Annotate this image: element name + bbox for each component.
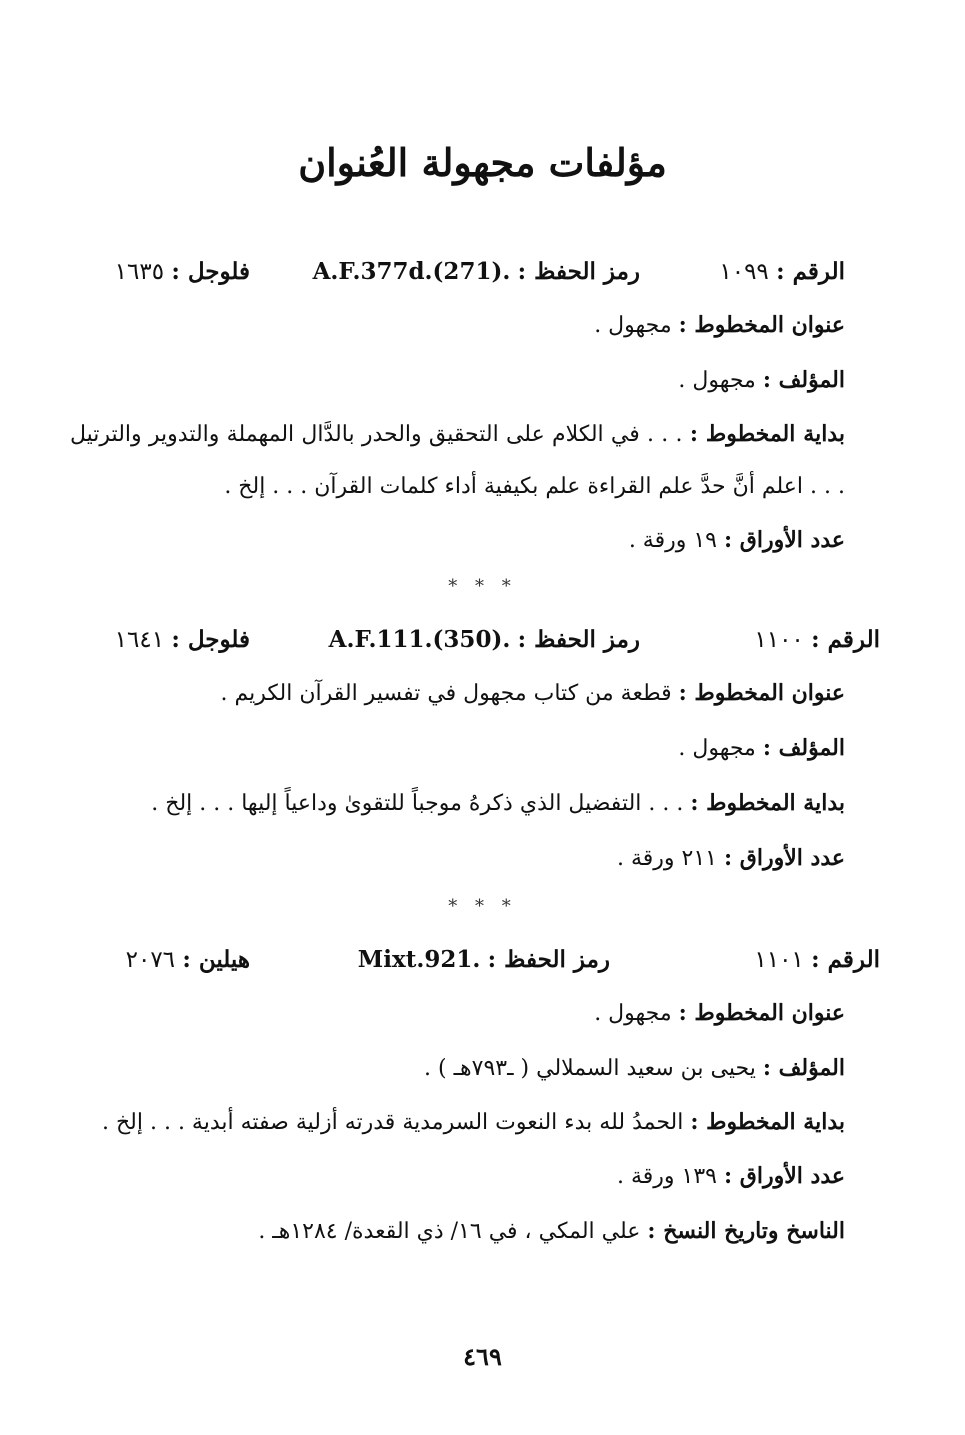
shelfmark: رمز الحفظ : A.F.111.(350).	[328, 626, 640, 653]
entry-separator: * * *	[448, 576, 517, 597]
page-title: مؤلفات مجهولة العُنوان	[298, 140, 667, 185]
shelfmark: رمز الحفظ : Mixt.921.	[357, 946, 610, 973]
page-number: ٤٦٩	[463, 1342, 502, 1371]
shelfmark: رمز الحفظ : A.F.377d.(271).	[312, 258, 640, 285]
copyist-line: الناسخ وتاريخ النسخ : علي المكي ، في ١٦/ ذي القعدة/ ١٢٨٤هـ .	[258, 1218, 845, 1244]
leaves-count-line: عدد الأوراق : ١٣٩ ورقة .	[617, 1163, 845, 1189]
author-line: المؤلف : يحيى بن سعيد السملالي ( ـ٧٩٣هـ ) .	[424, 1055, 845, 1081]
manuscript-title-line: عنوان المخطوط : مجهول .	[594, 1000, 845, 1026]
catalog-reference: فلوجل : ١٦٤١	[114, 626, 250, 653]
leaves-count-line: عدد الأوراق : ٢١١ ورقة .	[617, 845, 845, 871]
author-line: المؤلف : مجهول .	[678, 735, 845, 761]
manuscript-entry	[70, 258, 880, 568]
manuscript-entry	[70, 626, 880, 886]
entry-header	[70, 258, 880, 298]
entry-header	[70, 946, 880, 986]
entry-number: الرقم : ١٠٩٩	[719, 258, 845, 285]
catalog-reference: هيلين : ٢٠٧٦	[125, 946, 250, 973]
author-line: المؤلف : مجهول .	[678, 367, 845, 393]
incipit-paragraph: بداية المخطوط : الحمدُ لله بدء النعوت السرمدية قدرته أزلية صفته أبدية . . . إلخ .	[101, 1109, 845, 1135]
manuscript-entry	[70, 946, 880, 1259]
catalog-reference: فلوجل : ١٦٣٥	[114, 258, 250, 285]
entry-header	[70, 626, 880, 666]
manuscript-title-line: عنوان المخطوط : مجهول .	[594, 312, 845, 338]
leaves-count-line: عدد الأوراق : ١٩ ورقة .	[628, 527, 845, 553]
entry-separator: * * *	[448, 896, 517, 917]
manuscript-title-line: عنوان المخطوط : قطعة من كتاب مجهول في تفسير القرآن الكريم .	[220, 680, 845, 706]
entry-number: الرقم : ١١٠٠	[754, 626, 880, 653]
incipit-line: بداية المخطوط : . . . التفضيل الذي ذكرهُ موجباً للتقوىٰ وداعياً إليها . . . إلخ .	[151, 790, 845, 816]
incipit-paragraph: بداية المخطوط : . . . في الكلام على التحقيق والحدر بالدَّال المهملة والتدوير والترتيل . . . اعلم أنَّ حدَّ علم القراءة علم بكيفية أداء كلمات القرآن . . . إلخ .	[70, 421, 845, 499]
entry-number: الرقم : ١١٠١	[754, 946, 880, 973]
